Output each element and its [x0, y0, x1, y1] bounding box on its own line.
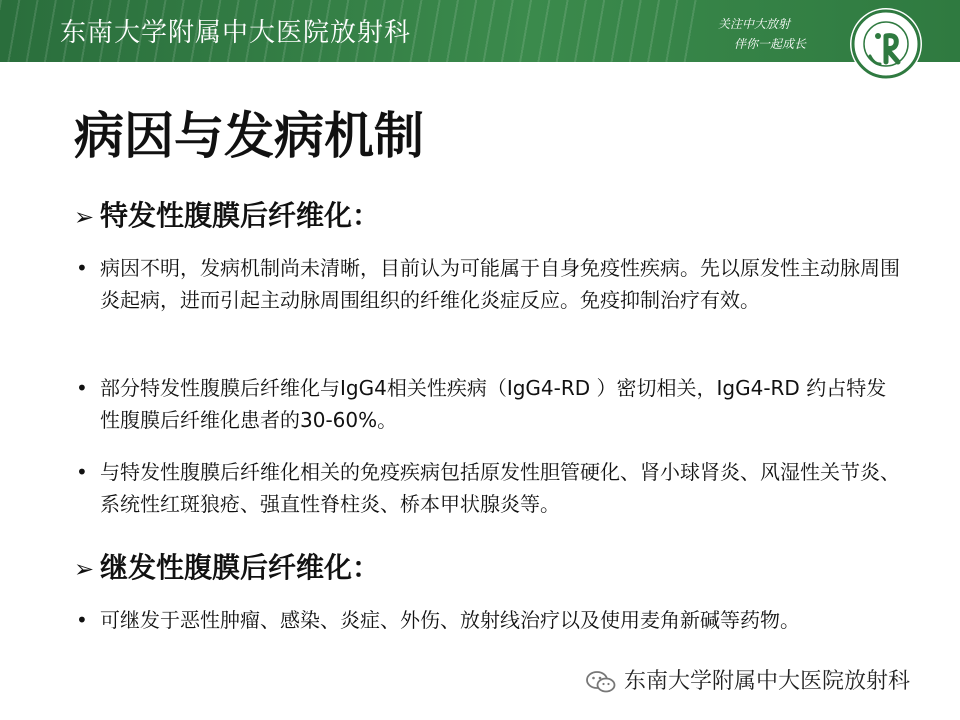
page-title: 病因与发病机制 [74, 107, 424, 165]
slogan-line-2: 伴你一起成长 [734, 37, 807, 51]
arrow-bullet-icon: ➢ [74, 203, 95, 231]
list-item [76, 252, 906, 316]
bullet-dot-icon: • [76, 608, 88, 632]
header-slogan [718, 14, 838, 54]
list-item-text: 与特发性腹膜后纤维化相关的免疫疾病包括原发性胆管硬化、肾小球肾炎、风湿性关节炎、系统性红斑狼疮、强直性脊柱炎、桥本甲状腺炎等。 [100, 460, 900, 516]
slogan-line-1: 关注中大放射 [718, 17, 791, 31]
list-item-text: 可继发于恶性肿瘤、感染、炎症、外伤、放射线治疗以及使用麦角新碱等药物。 [100, 608, 800, 632]
hospital-radiology-seal-icon [848, 6, 928, 86]
bullet-dot-icon: • [76, 376, 88, 400]
footer-credit-text: 东南大学附属中大医院放射科 [624, 669, 911, 694]
section-heading-idiopathic [74, 194, 380, 234]
list-item [76, 604, 906, 636]
arrow-bullet-icon: ➢ [74, 555, 95, 583]
list-item [76, 372, 906, 436]
wechat-icon [586, 670, 616, 694]
bullet-dot-icon: • [76, 460, 88, 484]
header-title: 东南大学附属中大医院放射科 [60, 18, 412, 48]
section-heading-secondary [74, 546, 380, 586]
header-bar [0, 0, 960, 62]
bullet-dot-icon: • [76, 256, 88, 280]
list-item-text: 病因不明，发病机制尚未清晰，目前认为可能属于自身免疫性疾病。先以原发性主动脉周围炎起病，进而引起主动脉周围组织的纤维化炎症反应。免疫抑制治疗有效。 [100, 256, 900, 312]
list-item-text: 部分特发性腹膜后纤维化与IgG4相关性疾病（IgG4-RD ）密切相关，IgG4-RD 约占特发性腹膜后纤维化患者的30-60%。 [100, 376, 887, 432]
list-item [76, 456, 906, 520]
section-heading-text: 特发性腹膜后纤维化： [100, 199, 381, 232]
footer-credit [586, 664, 910, 695]
section-heading-text: 继发性腹膜后纤维化： [100, 551, 381, 584]
